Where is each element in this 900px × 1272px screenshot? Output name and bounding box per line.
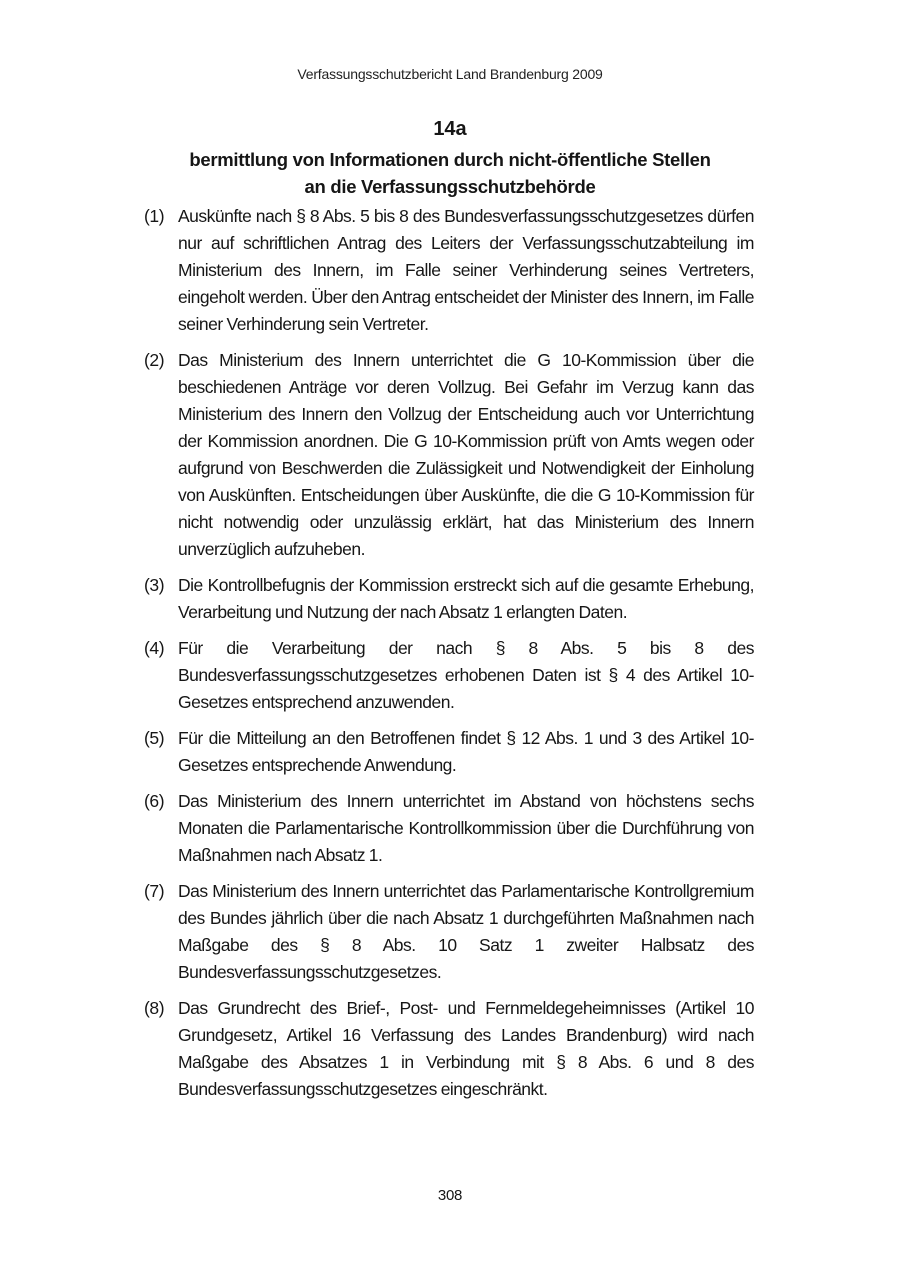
paragraph-number: (8) — [144, 998, 165, 1018]
paragraph-1 — [144, 203, 754, 338]
section-title — [160, 146, 740, 200]
paragraph-number: (5) — [144, 728, 165, 748]
paragraph-text: Das Grundrecht des Brief-, Post- und Fernmeldegeheimnisses (Artikel 10 Grundgesetz, Artikel 16 Verfassung des Landes Brandenburg) wird nach Maßgabe des Absatzes 1 in Verbindung mit § 8 Abs. 6 und 8 des Bundesverfassungsschutzgesetzes eingeschränkt. — [178, 998, 754, 1099]
paragraph-text: Für die Verarbeitung der nach § 8 Abs. 5 bis 8 des Bundesverfassungsschutzgesetzes erhobenen Daten ist § 4 des Artikel 10-Gesetzes entsprechend anzuwenden. — [178, 638, 754, 712]
paragraph-6 — [144, 788, 754, 869]
paragraph-number: (4) — [144, 638, 165, 658]
paragraph-8 — [144, 995, 754, 1103]
paragraph-text: Das Ministerium des Innern unterrichtet im Abstand von höchstens sechs Monaten die Parlamentarische Kontrollkommission über die Durchführung von Maßnahmen nach Absatz 1. — [178, 791, 754, 865]
section-number: 14a — [433, 118, 467, 140]
paragraph-2 — [144, 347, 754, 563]
section-title-line-2: an die Verfassungsschutzbehörde — [304, 176, 596, 197]
paragraph-text: Das Ministerium des Innern unterrichtet die G 10-Kommission über die beschiedenen Anträge vor deren Vollzug. Bei Gefahr im Verzug kann das Ministerium des Innern den Vollzug der Entscheidung auch vor Unterrichtung der Kommission anordnen. Die G 10-Kommission prüft von Amts wegen oder aufgrund von Beschwerden die Zulässigkeit und Notwendigkeit der Einholung von Auskünften. Entscheidungen über Auskünfte, die die G 10-Kommission für nicht notwendig oder unzulässig erklärt, hat das Ministerium des Innern unverzüglich aufzuheben. — [178, 350, 754, 559]
paragraph-number: (3) — [144, 575, 165, 595]
paragraph-text: Das Ministerium des Innern unterrichtet das Parlamentarische Kontrollgremium des Bundes jährlich über die nach Absatz 1 durchgeführten Maßnahmen nach Maßgabe des § 8 Abs. 10 Satz 1 zweiter Halbsatz des Bundesverfassungsschutzgesetzes. — [178, 881, 754, 982]
paragraph-3 — [144, 572, 754, 626]
paragraph-4 — [144, 635, 754, 716]
paragraph-5 — [144, 725, 754, 779]
section-title-line-1: bermittlung von Informationen durch nicht-öffentliche Stellen — [189, 149, 711, 170]
paragraph-number: (6) — [144, 791, 165, 811]
paragraph-7 — [144, 878, 754, 986]
paragraph-number: (2) — [144, 350, 165, 370]
page-number: 308 — [437, 1187, 463, 1204]
paragraph-number: (1) — [144, 206, 165, 226]
paragraph-text: Für die Mitteilung an den Betroffenen findet § 12 Abs. 1 und 3 des Artikel 10-Gesetzes entsprechende Anwendung. — [178, 728, 754, 775]
running-header: Verfassungsschutzbericht Land Brandenburg 2009 — [297, 66, 603, 82]
paragraph-list — [144, 203, 754, 1112]
paragraph-text: Die Kontrollbefugnis der Kommission erstreckt sich auf die gesamte Erhebung, Verarbeitung und Nutzung der nach Absatz 1 erlangten Daten. — [178, 575, 754, 622]
paragraph-number: (7) — [144, 881, 165, 901]
paragraph-text: Auskünfte nach § 8 Abs. 5 bis 8 des Bundesverfassungsschutzgesetzes dürfen nur auf schriftlichen Antrag des Leiters der Verfassungsschutzabteilung im Ministerium des Innern, im Falle seiner Verhinderung seines Vertreters, eingeholt werden. Über den Antrag entscheidet der Minister des Innern, im Falle seiner Verhinderung sein Vertreter. — [178, 206, 754, 334]
